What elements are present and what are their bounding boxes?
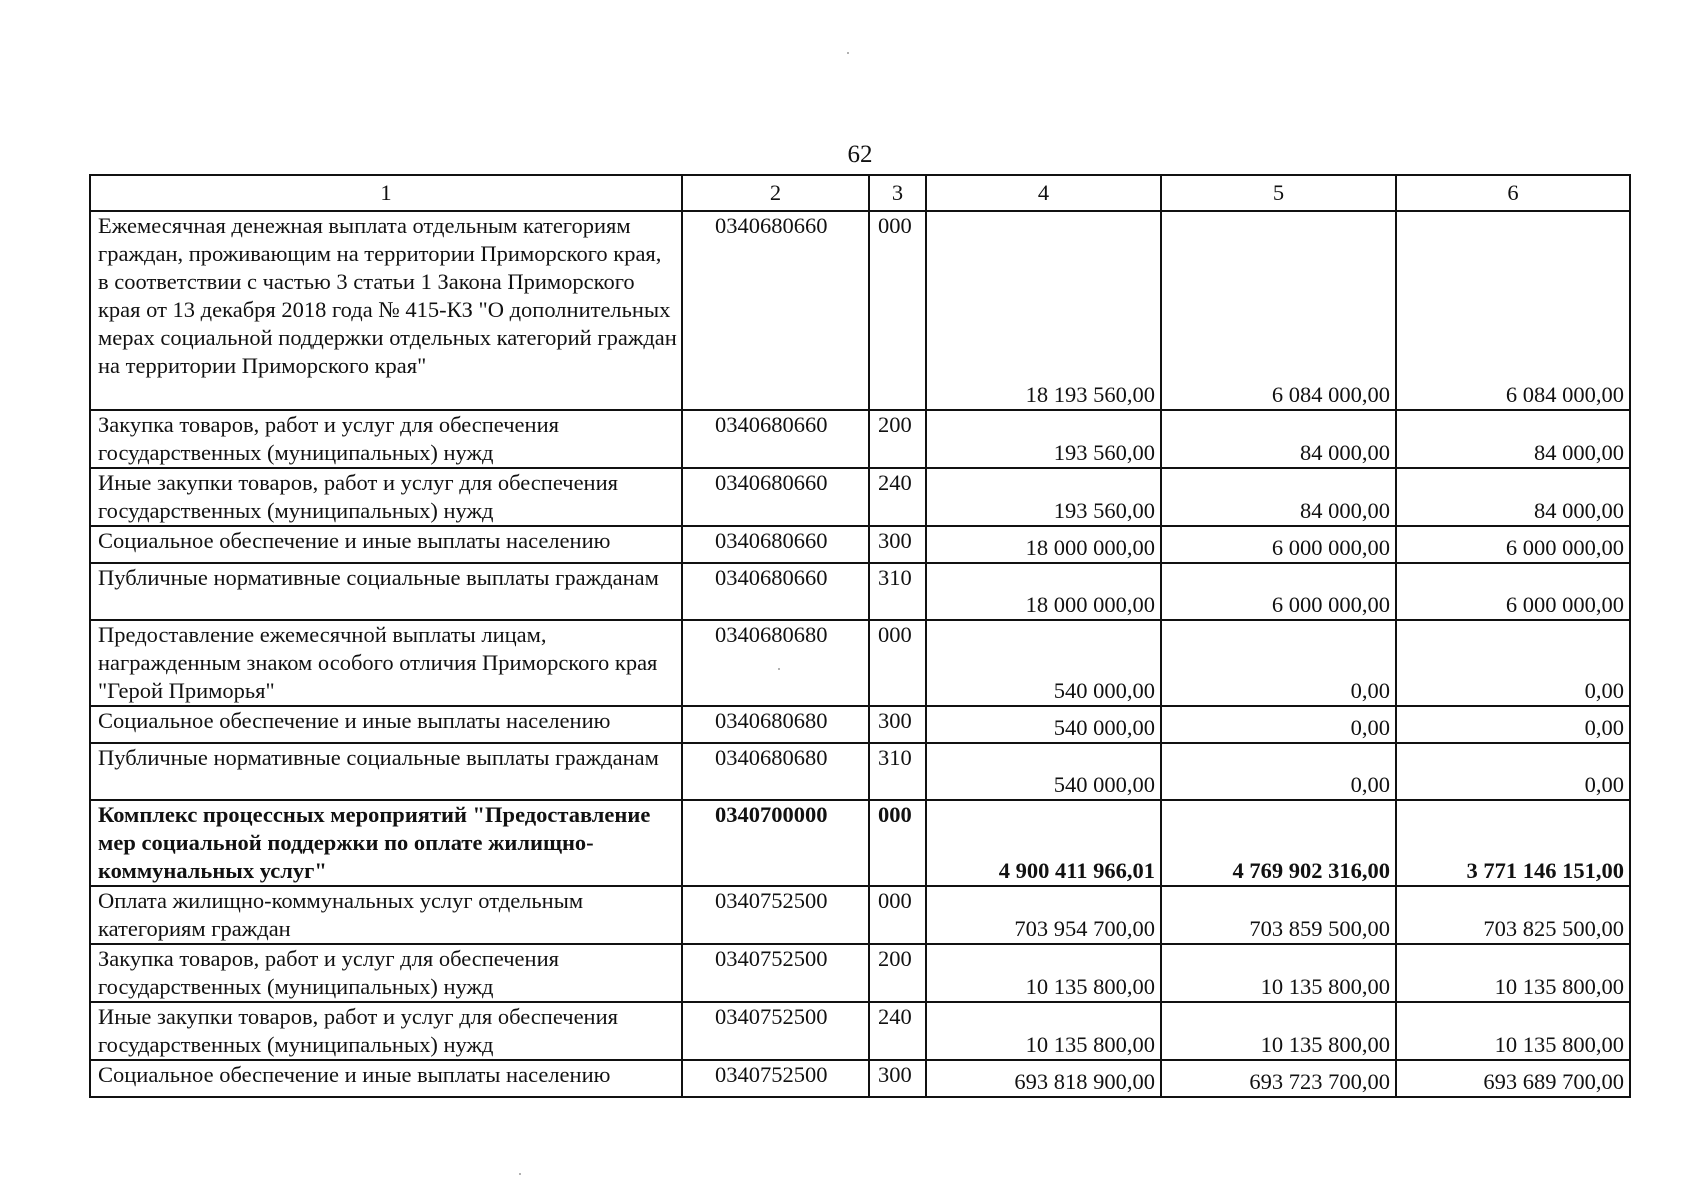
row-amount-col6: 6 000 000,00 bbox=[1396, 563, 1630, 620]
row-name: Комплекс процессных мероприятий "Предоставление мер социальной поддержки по оплате жилищно-коммунальных услуг" bbox=[90, 800, 682, 886]
row-expense-type: 300 bbox=[869, 526, 926, 563]
row-name: Социальное обеспечение и иные выплаты населению bbox=[90, 706, 682, 743]
row-amount-col6: 0,00 bbox=[1396, 706, 1630, 743]
row-amount-col6: 6 000 000,00 bbox=[1396, 526, 1630, 563]
row-target-code: 0340752500 bbox=[682, 1002, 869, 1060]
row-amount-col4: 10 135 800,00 bbox=[926, 944, 1161, 1002]
row-amount-col5: 693 723 700,00 bbox=[1161, 1060, 1396, 1097]
row-amount-col5: 10 135 800,00 bbox=[1161, 944, 1396, 1002]
row-amount-col4: 18 000 000,00 bbox=[926, 526, 1161, 563]
row-amount-col6: 693 689 700,00 bbox=[1396, 1060, 1630, 1097]
row-amount-col6: 0,00 bbox=[1396, 620, 1630, 706]
table-row bbox=[90, 944, 1630, 1002]
scan-speck bbox=[519, 1173, 521, 1175]
table-row bbox=[90, 1060, 1630, 1097]
column-number-2: 2 bbox=[682, 175, 869, 211]
table-row bbox=[90, 886, 1630, 944]
row-expense-type: 240 bbox=[869, 1002, 926, 1060]
row-name: Публичные нормативные социальные выплаты гражданам bbox=[90, 743, 682, 800]
row-amount-col4: 4 900 411 966,01 bbox=[926, 800, 1161, 886]
row-name: Закупка товаров, работ и услуг для обеспечения государственных (муниципальных) нужд bbox=[90, 944, 682, 1002]
row-expense-type: 200 bbox=[869, 944, 926, 1002]
row-expense-type: 310 bbox=[869, 563, 926, 620]
row-amount-col4: 193 560,00 bbox=[926, 468, 1161, 526]
row-target-code: 0340680680 bbox=[682, 706, 869, 743]
row-expense-type: 000 bbox=[869, 800, 926, 886]
row-amount-col6: 84 000,00 bbox=[1396, 468, 1630, 526]
column-number-5: 5 bbox=[1161, 175, 1396, 211]
row-amount-col5: 703 859 500,00 bbox=[1161, 886, 1396, 944]
row-amount-col4: 18 000 000,00 bbox=[926, 563, 1161, 620]
row-amount-col6: 10 135 800,00 bbox=[1396, 1002, 1630, 1060]
row-expense-type: 310 bbox=[869, 743, 926, 800]
row-amount-col6: 6 084 000,00 bbox=[1396, 211, 1630, 410]
row-name: Иные закупки товаров, работ и услуг для обеспечения государственных (муниципальных) нужд bbox=[90, 468, 682, 526]
row-expense-type: 000 bbox=[869, 620, 926, 706]
row-target-code: 0340680680 bbox=[682, 743, 869, 800]
table-row bbox=[90, 706, 1630, 743]
scan-speck bbox=[847, 52, 849, 54]
row-amount-col4: 703 954 700,00 bbox=[926, 886, 1161, 944]
row-amount-col4: 540 000,00 bbox=[926, 706, 1161, 743]
row-target-code: 0340680680 bbox=[682, 620, 869, 706]
row-target-code: 0340680660 bbox=[682, 410, 869, 468]
row-amount-col6: 0,00 bbox=[1396, 743, 1630, 800]
row-amount-col5: 0,00 bbox=[1161, 706, 1396, 743]
row-name: Публичные нормативные социальные выплаты гражданам bbox=[90, 563, 682, 620]
table-row bbox=[90, 211, 1630, 410]
row-target-code: 0340680660 bbox=[682, 468, 869, 526]
column-number-4: 4 bbox=[926, 175, 1161, 211]
row-expense-type: 000 bbox=[869, 886, 926, 944]
table-row bbox=[90, 563, 1630, 620]
row-target-code: 0340680660 bbox=[682, 563, 869, 620]
row-target-code: 0340700000 bbox=[682, 800, 869, 886]
row-target-code: 0340752500 bbox=[682, 944, 869, 1002]
row-name: Закупка товаров, работ и услуг для обеспечения государственных (муниципальных) нужд bbox=[90, 410, 682, 468]
row-amount-col4: 18 193 560,00 bbox=[926, 211, 1161, 410]
row-amount-col5: 84 000,00 bbox=[1161, 468, 1396, 526]
row-amount-col6: 84 000,00 bbox=[1396, 410, 1630, 468]
row-amount-col5: 0,00 bbox=[1161, 743, 1396, 800]
row-expense-type: 240 bbox=[869, 468, 926, 526]
table-row bbox=[90, 1002, 1630, 1060]
budget-table bbox=[89, 174, 1631, 1098]
table-row bbox=[90, 620, 1630, 706]
row-target-code: 0340752500 bbox=[682, 886, 869, 944]
row-amount-col4: 193 560,00 bbox=[926, 410, 1161, 468]
row-amount-col5: 84 000,00 bbox=[1161, 410, 1396, 468]
row-amount-col6: 703 825 500,00 bbox=[1396, 886, 1630, 944]
column-number-row bbox=[90, 175, 1630, 211]
row-expense-type: 000 bbox=[869, 211, 926, 410]
table-row bbox=[90, 410, 1630, 468]
row-name: Предоставление ежемесячной выплаты лицам, награжденным знаком особого отличия Приморского края "Герой Приморья" bbox=[90, 620, 682, 706]
table-row bbox=[90, 526, 1630, 563]
row-expense-type: 300 bbox=[869, 706, 926, 743]
row-name: Социальное обеспечение и иные выплаты населению bbox=[90, 526, 682, 563]
row-amount-col5: 4 769 902 316,00 bbox=[1161, 800, 1396, 886]
table-row bbox=[90, 743, 1630, 800]
row-target-code: 0340680660 bbox=[682, 211, 869, 410]
row-amount-col6: 3 771 146 151,00 bbox=[1396, 800, 1630, 886]
row-name: Иные закупки товаров, работ и услуг для обеспечения государственных (муниципальных) нужд bbox=[90, 1002, 682, 1060]
row-target-code: 0340752500 bbox=[682, 1060, 869, 1097]
row-expense-type: 200 bbox=[869, 410, 926, 468]
row-amount-col4: 540 000,00 bbox=[926, 743, 1161, 800]
page-number: 62 bbox=[847, 141, 873, 168]
row-name: Оплата жилищно-коммунальных услуг отдельным категориям граждан bbox=[90, 886, 682, 944]
row-amount-col5: 6 000 000,00 bbox=[1161, 563, 1396, 620]
row-amount-col4: 10 135 800,00 bbox=[926, 1002, 1161, 1060]
row-amount-col5: 0,00 bbox=[1161, 620, 1396, 706]
row-name: Ежемесячная денежная выплата отдельным категориям граждан, проживающим на территории Приморского края, в соответствии с частью 3 статьи 1 Закона Приморского края от 13 декабря 2018 года № 415-КЗ "О дополнительных мерах социальной поддержки отдельных категорий граждан на территории Приморского края" bbox=[90, 211, 682, 410]
column-number-1: 1 bbox=[90, 175, 682, 211]
row-amount-col5: 10 135 800,00 bbox=[1161, 1002, 1396, 1060]
column-number-3: 3 bbox=[869, 175, 926, 211]
row-amount-col6: 10 135 800,00 bbox=[1396, 944, 1630, 1002]
row-amount-col4: 540 000,00 bbox=[926, 620, 1161, 706]
row-expense-type: 300 bbox=[869, 1060, 926, 1097]
row-target-code: 0340680660 bbox=[682, 526, 869, 563]
row-amount-col4: 693 818 900,00 bbox=[926, 1060, 1161, 1097]
table-row bbox=[90, 468, 1630, 526]
row-amount-col5: 6 000 000,00 bbox=[1161, 526, 1396, 563]
column-number-6: 6 bbox=[1396, 175, 1630, 211]
row-name: Социальное обеспечение и иные выплаты населению bbox=[90, 1060, 682, 1097]
row-amount-col5: 6 084 000,00 bbox=[1161, 211, 1396, 410]
table-row-section-total bbox=[90, 800, 1630, 886]
